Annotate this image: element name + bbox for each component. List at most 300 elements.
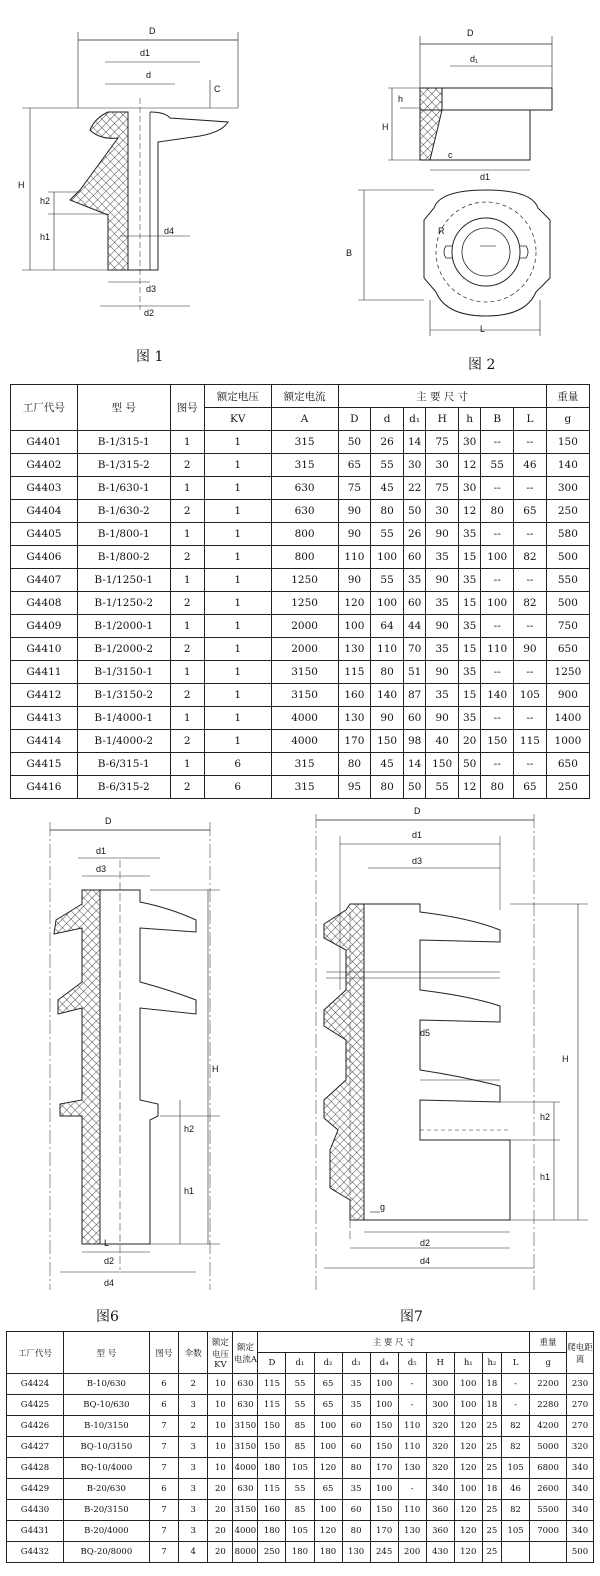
table-cell: 60 [403,592,425,615]
table-row [7,1500,594,1521]
table-cell: -- [514,431,547,454]
table-cell: 630 [233,1374,258,1395]
specs-table-1 [10,384,590,799]
table-cell: B-1/630-1 [77,477,170,500]
table-cell: 320 [426,1437,454,1458]
table-cell: 26 [371,431,404,454]
table-cell: B-1/800-1 [77,523,170,546]
table-cell: 50 [459,753,481,776]
fig1-label-C: C [214,84,221,94]
table-cell: 25 [482,1458,501,1479]
table-cell: 1 [170,753,204,776]
table-cell: -- [481,523,514,546]
table-cell: 100 [454,1479,482,1500]
table-cell: B-1/1250-1 [77,569,170,592]
table-cell: 120 [454,1437,482,1458]
table-cell: 25 [482,1500,501,1521]
table-cell: 4000 [233,1521,258,1542]
table-cell: 65 [314,1395,342,1416]
fig6-label-L: L [104,1238,110,1248]
t1-sub-6: L [514,408,547,431]
table-cell: 1 [170,523,204,546]
fig2-label-B: B [346,248,353,258]
table-cell: 30 [426,454,459,477]
table-cell: 630 [233,1479,258,1500]
table-cell: 40 [426,730,459,753]
table-cell: 7 [149,1542,178,1563]
table-cell: 35 [459,615,481,638]
table-cell: 4000 [271,707,338,730]
table-cell: 1 [204,615,271,638]
table-cell: 90 [371,707,404,730]
table-cell: B-1/4000-2 [77,730,170,753]
table-cell: 45 [371,477,404,500]
table-cell: 100 [454,1395,482,1416]
table-cell: 2000 [271,638,338,661]
table-cell: 15 [459,684,481,707]
table-cell: G4411 [11,661,78,684]
t1-sub-1: d [371,408,404,431]
table-cell: 180 [286,1542,314,1563]
table-row [11,592,590,615]
table-cell: B-20/3150 [63,1500,149,1521]
table-cell: 1 [170,707,204,730]
table-cell: 35 [426,546,459,569]
table-cell: 110 [481,638,514,661]
fig2-label-d1: d1 [480,172,491,182]
table-cell: B-1/800-2 [77,546,170,569]
table-cell: 80 [371,776,404,799]
table-cell: 64 [371,615,404,638]
t1-sub-0: D [338,408,371,431]
table-cell: G4405 [11,523,78,546]
table-cell: 105 [502,1458,530,1479]
table-cell: 100 [370,1395,398,1416]
table-cell: G4402 [11,454,78,477]
table-cell: 55 [371,454,404,477]
t1-header-dims: 主 要 尺 寸 [338,385,546,408]
t2-header-current: 额定电流A [233,1332,258,1374]
fig1-label-D: D [149,26,156,36]
table-row [11,684,590,707]
table-cell: 44 [403,615,425,638]
table-cell: 200 [398,1542,426,1563]
table-cell: 340 [426,1479,454,1500]
table-cell: 10 [208,1437,233,1458]
t2-header-model: 型 号 [63,1332,149,1374]
table-cell: B-20/630 [63,1479,149,1500]
table-cell: 6 [204,776,271,799]
table-cell: 120 [454,1500,482,1521]
table-cell: 20 [208,1479,233,1500]
fig2-label-R: R [438,226,445,236]
fig2-label-L: L [480,324,486,334]
table-cell: 2200 [530,1374,567,1395]
table-cell: B-10/630 [63,1374,149,1395]
table-cell: B-1/3150-2 [77,684,170,707]
table-cell: 105 [502,1521,530,1542]
table-cell: 110 [398,1500,426,1521]
table-cell: 30 [459,431,481,454]
table-cell: G4412 [11,684,78,707]
table-row [11,776,590,799]
table-cell: 18 [482,1374,501,1395]
table-cell: 250 [258,1542,286,1563]
table-cell: 500 [546,592,589,615]
table-cell: 2 [179,1374,208,1395]
fig1-label-d3: d3 [146,284,157,294]
t2-sub-1: d₁ [286,1353,314,1374]
table-cell: 25 [482,1416,501,1437]
table-cell: 25 [482,1542,501,1563]
table-cell: 270 [567,1416,594,1437]
table-cell [502,1542,530,1563]
figure-2-caption: 图 2 [468,357,496,373]
table-cell: 115 [338,661,371,684]
table-cell: 630 [233,1395,258,1416]
figure-6-caption: 图6 [96,1309,119,1325]
table-cell: 1 [170,569,204,592]
table-cell: G4403 [11,477,78,500]
table-cell: 115 [258,1374,286,1395]
table-cell: 82 [514,592,547,615]
table-cell: 65 [514,776,547,799]
table-cell: B-1/3150-1 [77,661,170,684]
t2-body [7,1374,594,1563]
table-cell: 50 [403,500,425,523]
table-cell: 60 [342,1500,370,1521]
table-cell: 2 [170,592,204,615]
table-cell: 170 [370,1458,398,1479]
table-cell: 120 [314,1458,342,1479]
t1-sub-4: h [459,408,481,431]
table-cell: 1000 [546,730,589,753]
table-cell: 160 [258,1500,286,1521]
table-cell: G4430 [7,1500,64,1521]
fig7-label-d5: d5 [420,1028,431,1038]
table-cell: 7000 [530,1521,567,1542]
table-cell: 3 [179,1500,208,1521]
table-cell: -- [481,707,514,730]
table-cell: 35 [459,569,481,592]
t1-header-weight-unit: g [546,408,589,431]
table-cell: BQ-20/8000 [63,1542,149,1563]
table-cell: 180 [258,1521,286,1542]
table-cell: 3150 [271,684,338,707]
table-cell: 100 [338,615,371,638]
table-cell: 35 [342,1479,370,1500]
table-cell: 7 [149,1437,178,1458]
table-cell: 55 [426,776,459,799]
table-cell: 35 [426,684,459,707]
table-cell: B-10/3150 [63,1416,149,1437]
table-cell: 120 [454,1542,482,1563]
table-cell: 26 [403,523,425,546]
table-cell: 110 [338,546,371,569]
table-cell: 30 [459,477,481,500]
t1-sub-2: d₁ [403,408,425,431]
table-cell: 12 [459,500,481,523]
table-cell: -- [481,477,514,500]
table-cell: 6800 [530,1458,567,1479]
fig1-label-h1: h1 [40,232,51,242]
table-cell: 130 [338,638,371,661]
table-cell: 12 [459,454,481,477]
table-cell: 55 [286,1395,314,1416]
table-cell: 35 [342,1395,370,1416]
table-cell: G4429 [7,1479,64,1500]
table-cell: 270 [567,1395,594,1416]
table-row [7,1521,594,1542]
table-cell: 150 [258,1437,286,1458]
table-cell: 75 [426,477,459,500]
table-cell: 75 [426,431,459,454]
table-cell: 100 [314,1500,342,1521]
fig1-label-h2: h2 [40,196,51,206]
table-cell: 1250 [271,569,338,592]
table-cell: 315 [271,776,338,799]
table-cell: 150 [370,1500,398,1521]
table-cell: 1 [204,707,271,730]
table-cell: 230 [567,1374,594,1395]
table-cell: -- [481,569,514,592]
table-cell: -- [514,523,547,546]
table-cell: 1250 [546,661,589,684]
table-cell: 120 [338,592,371,615]
table-cell: 150 [258,1416,286,1437]
table-cell: G4428 [7,1458,64,1479]
table-cell: 150 [546,431,589,454]
table-cell: 800 [271,523,338,546]
table-cell: -- [481,661,514,684]
table-cell: 100 [481,546,514,569]
table-cell: 3 [179,1395,208,1416]
table-cell: 82 [514,546,547,569]
table-cell: 75 [338,477,371,500]
table-cell: 25 [482,1437,501,1458]
table-row [7,1374,594,1395]
table-cell: 340 [567,1458,594,1479]
table-cell: 30 [403,454,425,477]
table-cell: 110 [398,1437,426,1458]
t1-header-model: 型 号 [77,385,170,431]
table-cell: G4404 [11,500,78,523]
fig6-label-D: D [105,816,112,826]
table-cell: 65 [314,1374,342,1395]
table-cell: 90 [338,500,371,523]
fig2-label-c: c [448,150,453,160]
table-cell: 650 [546,638,589,661]
table-cell: 22 [403,477,425,500]
table-cell: 7 [149,1500,178,1521]
table-cell: 2 [170,454,204,477]
table-cell: 95 [338,776,371,799]
table-cell: 55 [371,523,404,546]
table-cell: 6 [149,1395,178,1416]
table-cell: G4407 [11,569,78,592]
table-cell: -- [514,569,547,592]
fig7-label-H: H [562,1054,569,1064]
table-cell: 2 [170,776,204,799]
fig6-label-H: H [212,1064,219,1074]
table-cell: 80 [371,500,404,523]
table-cell: 5000 [530,1437,567,1458]
table-cell: 1 [204,569,271,592]
table-cell: 900 [546,684,589,707]
fig6-label-d4: d4 [104,1278,115,1288]
t2-header-weight-unit: g [530,1353,567,1374]
table-cell: 46 [514,454,547,477]
table-cell: 1 [204,477,271,500]
table-cell: 100 [371,546,404,569]
table-cell: G4432 [7,1542,64,1563]
table-cell: 25 [482,1521,501,1542]
table-cell: 3150 [271,661,338,684]
fig7-label-d4: d4 [420,1256,431,1266]
t2-sub-5: d₅ [398,1353,426,1374]
table-cell: G4413 [11,707,78,730]
table-cell: 14 [403,753,425,776]
t2-header-parts: 伞数 [179,1332,208,1374]
t2-sub-6: H [426,1353,454,1374]
table-cell: G4427 [7,1437,64,1458]
table-cell: 140 [546,454,589,477]
table-cell: 550 [546,569,589,592]
table-cell: 105 [514,684,547,707]
figure-1-drawing [0,0,260,340]
table-cell: 630 [271,477,338,500]
table-cell: 115 [258,1479,286,1500]
table-cell: 250 [546,776,589,799]
table-cell: 120 [454,1458,482,1479]
table-cell: 2 [170,638,204,661]
table-cell: 105 [286,1458,314,1479]
table-cell: - [398,1395,426,1416]
table-cell: 1 [204,684,271,707]
table-cell: 300 [546,477,589,500]
table-cell: G4406 [11,546,78,569]
table-cell: 35 [426,638,459,661]
table-cell: 90 [338,523,371,546]
table-cell: 65 [314,1479,342,1500]
figure-7-drawing [310,800,600,1300]
table-cell: 82 [502,1416,530,1437]
table-cell: 35 [403,569,425,592]
table-cell: 35 [342,1374,370,1395]
table-cell: 90 [426,661,459,684]
table-cell: 35 [459,661,481,684]
table-row [7,1542,594,1563]
t2-header-fig: 图号 [149,1332,178,1374]
table-cell: 340 [567,1500,594,1521]
table-cell: 1 [204,592,271,615]
table-row [7,1479,594,1500]
table-cell: 7 [149,1521,178,1542]
fig6-label-h2: h2 [184,1124,195,1134]
table-cell: 80 [338,753,371,776]
table-cell: BQ-10/3150 [63,1437,149,1458]
table-cell: 115 [258,1395,286,1416]
table-cell: 180 [258,1458,286,1479]
table-cell: 3 [179,1458,208,1479]
table-cell: 115 [514,730,547,753]
table-cell: 300 [426,1395,454,1416]
table-cell: 315 [271,454,338,477]
table-cell: 130 [398,1458,426,1479]
fig7-label-g: g [380,1202,386,1212]
t2-header-creep: 爬电距离 [567,1332,594,1374]
table-cell: 315 [271,431,338,454]
table-cell: 250 [546,500,589,523]
table-cell: 10 [208,1416,233,1437]
table-cell: 360 [426,1521,454,1542]
figure-7-caption: 图7 [400,1309,423,1325]
table-cell: G4424 [7,1374,64,1395]
table-cell: B-1/2000-2 [77,638,170,661]
fig7-label-d1: d1 [412,830,423,840]
table-cell: 150 [370,1437,398,1458]
table-cell: 3 [179,1479,208,1500]
t2-sub-4: d₄ [370,1353,398,1374]
table-cell: 630 [271,500,338,523]
table-cell: 15 [459,592,481,615]
fig1-label-d4: d4 [164,226,175,236]
t2-sub-8: h₂ [482,1353,501,1374]
t2-header-dims: 主 要 尺 寸 [258,1332,530,1353]
table-cell: 110 [398,1416,426,1437]
fig1-label-H: H [18,180,25,190]
table-cell: 65 [338,454,371,477]
table-cell: G4415 [11,753,78,776]
table-cell: 35 [459,707,481,730]
table-row [11,730,590,753]
table-cell: 46 [502,1479,530,1500]
fig6-label-d2: d2 [104,1256,115,1266]
table-cell: 170 [370,1521,398,1542]
table-cell [530,1542,567,1563]
table-row [11,431,590,454]
fig7-label-D: D [414,806,421,816]
fig2-label-h: h [398,94,404,104]
table-cell: B-1/315-1 [77,431,170,454]
table-cell: 6 [149,1374,178,1395]
table-cell: 100 [481,592,514,615]
table-cell: 100 [314,1416,342,1437]
figure-6-drawing [20,800,260,1300]
table-row [11,477,590,500]
fig6-label-h1: h1 [184,1186,195,1196]
table-cell: 60 [342,1437,370,1458]
table-cell: 3150 [233,1437,258,1458]
table-cell: 10 [208,1458,233,1479]
t1-header-current-unit: A [271,408,338,431]
table-cell: 300 [426,1374,454,1395]
table-cell: 90 [426,615,459,638]
table-cell: 1 [204,661,271,684]
table-cell: 20 [208,1542,233,1563]
table-cell: 320 [426,1416,454,1437]
table-cell: -- [514,477,547,500]
table-row [7,1395,594,1416]
table-cell: 150 [371,730,404,753]
table-cell: 51 [403,661,425,684]
t2-sub-3: d₃ [342,1353,370,1374]
table-cell: 100 [454,1374,482,1395]
table-cell: 55 [286,1374,314,1395]
table-cell: 1 [204,431,271,454]
table-cell: 30 [426,500,459,523]
table-cell: 320 [567,1437,594,1458]
